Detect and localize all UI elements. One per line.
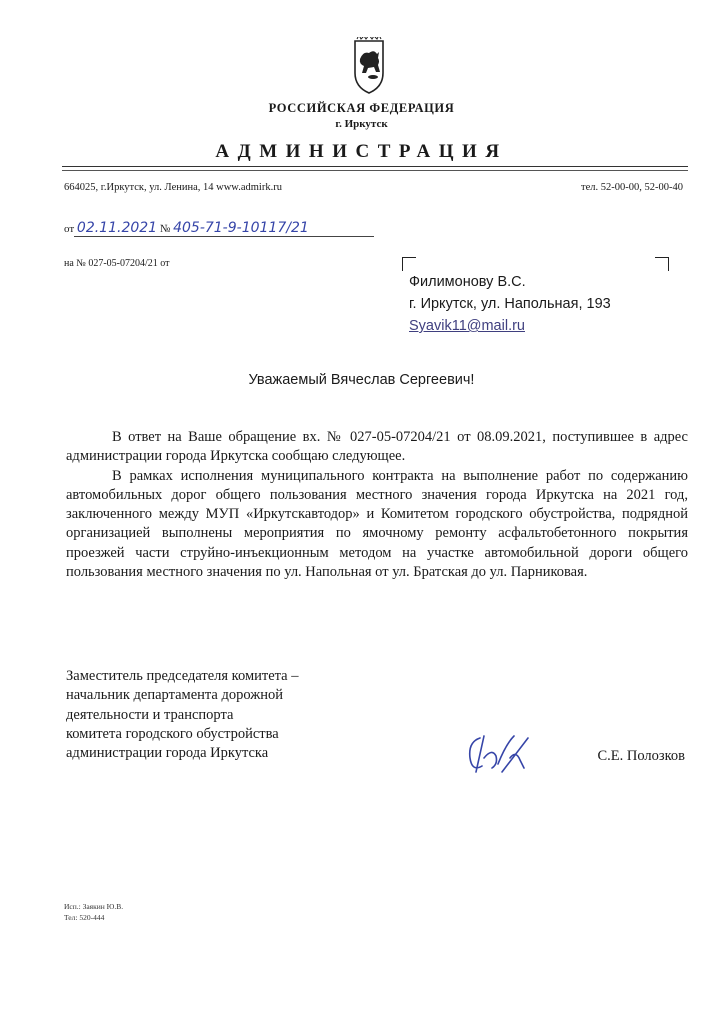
signer-name: С.Е. Полозков: [597, 748, 685, 764]
coat-of-arms-icon: [349, 37, 389, 95]
from-label: от: [64, 223, 75, 235]
office-address: 664025, г.Иркутск, ул. Ленина, 14 www.admirk.ru: [64, 182, 282, 193]
recipient-email[interactable]: Syavik11@mail.ru: [409, 318, 525, 334]
recipient-name: Филимонову В.С.: [409, 274, 526, 290]
office-phones: тел. 52-00-00, 52-00-40: [581, 182, 683, 193]
header-divider: [62, 166, 688, 167]
city-name: г. Иркутск: [335, 118, 388, 130]
executor-name: Исп.: Заякин Ю.В.: [64, 902, 124, 911]
body-paragraph: В рамках исполнения муниципального контракта на выполнение работ по содержанию автомобильных дорог общего пользования местного значения города Иркутска на 2021 год, заключенного между МУП «Иркутскавтодор» и Комитетом городского обустройства, подрядной организацией выполнены мероприятия по ямочному ремонту асфальтобетонного покрытия проезжей части струйно-инъекционным методом на участке автомобильной дороги общего пользования местного значения по ул. Напольная от ул. Братская до ул. Парниковая.: [66, 467, 688, 581]
position-line: деятельности и транспорта: [66, 706, 234, 723]
recipient-block: [409, 271, 611, 337]
outgoing-date: 02.11.2021: [76, 220, 158, 236]
number-label: №: [159, 223, 171, 235]
header-divider-thin: [62, 170, 688, 171]
recipient-address: г. Иркутск, ул. Напольная, 193: [409, 296, 611, 312]
country-name: РОССИЙСКАЯ ФЕДЕРАЦИЯ: [268, 101, 455, 115]
position-line: комитета городского обустройства: [66, 725, 279, 742]
outgoing-number: 405-71-9-10117/21: [173, 220, 309, 236]
outgoing-line: [64, 220, 309, 236]
address-corner-right: [655, 257, 669, 271]
executor-info: [64, 901, 123, 923]
office-title: АДМИНИСТРАЦИЯ: [215, 141, 508, 162]
address-corner-left: [402, 257, 416, 271]
handwritten-signature: [462, 728, 534, 776]
position-line: администрации города Иркутска: [66, 745, 269, 762]
position-line: Заместитель председателя комитета –: [66, 668, 299, 684]
reply-reference: на № 027-05-07204/21 от: [64, 258, 170, 269]
position-line: начальник департамента дорожной: [66, 687, 284, 704]
executor-phone: Тел: 520-444: [64, 913, 105, 922]
outgoing-underline: [74, 236, 374, 237]
greeting: Уважаемый Вячеслав Сергеевич!: [248, 372, 475, 388]
signer-position: [66, 667, 299, 763]
letter-body: [66, 428, 688, 582]
body-paragraph: В ответ на Ваше обращение вх. № 027-05-07204/21 от 08.09.2021, поступившее в адрес администрации города Иркутска сообщаю следующее.: [66, 429, 688, 465]
